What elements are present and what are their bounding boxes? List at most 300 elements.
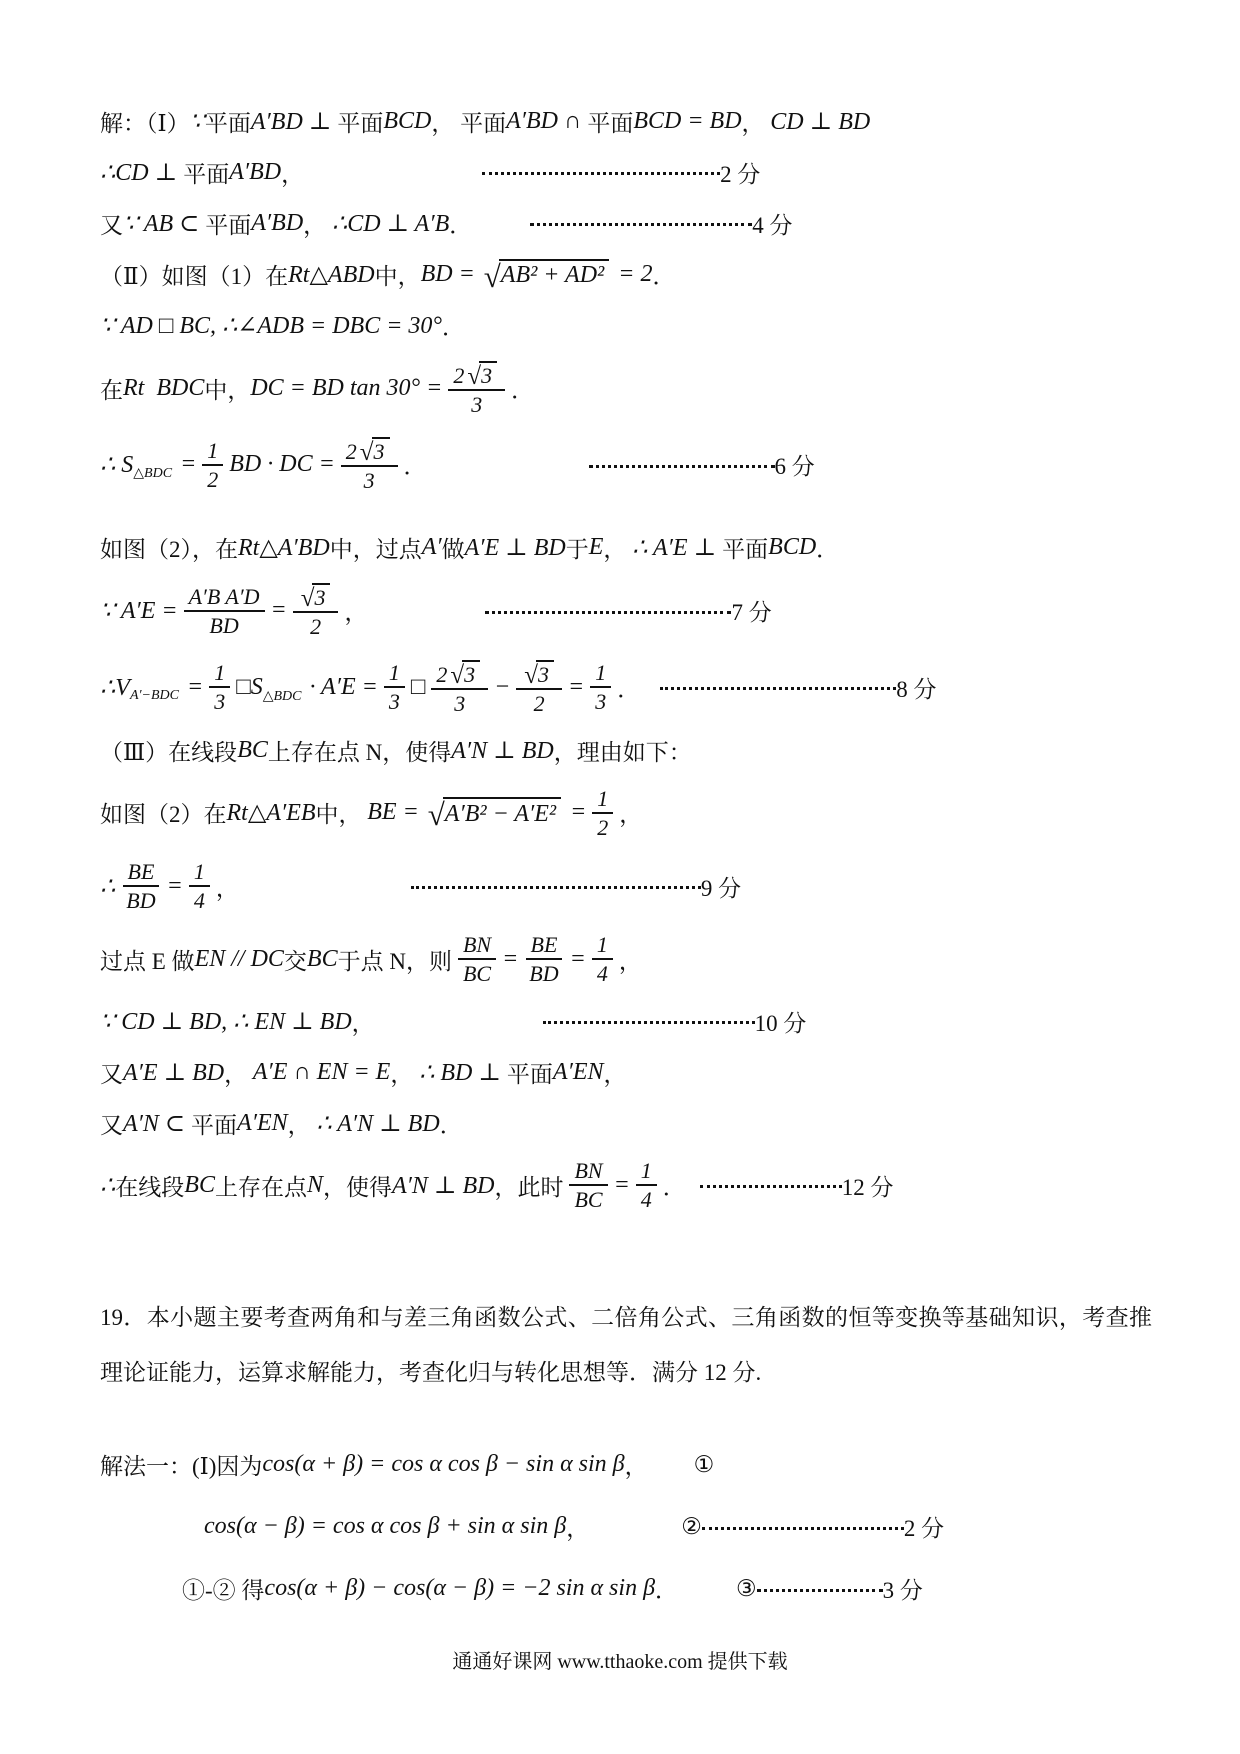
cjk-text: 解法一：(Ⅰ)因为 [100,1454,263,1479]
cjk-text: 中， [315,802,368,828]
math-text: EN // DC [194,945,284,972]
math-text: ∵ [189,108,205,135]
cjk-text: 在 [100,378,123,404]
numerator [526,931,563,960]
math-text: = 2 [612,260,653,287]
math-text: = [568,673,585,700]
math-text: 3 [481,363,493,388]
spacer [304,172,482,173]
math-text: BD [209,612,239,638]
square-root [450,660,480,689]
spacer [640,687,660,688]
radicand [462,660,480,686]
fraction [341,435,398,494]
math-text: BD [529,961,559,987]
fraction [524,931,563,987]
dotted-leader [411,883,701,889]
math-text: A′BD [229,158,282,185]
solution-line [100,734,1170,768]
solution-line [100,530,1170,564]
math-text: BC [237,737,268,764]
cjk-text: ， [619,802,643,828]
math-text: BC [462,961,492,987]
spacer [375,1021,543,1022]
math-text: BE = [367,799,425,826]
cjk-text: ． [652,263,676,289]
math-subscript: A′−BDC [129,688,179,704]
math-text: = [613,1171,630,1198]
denominator [529,690,550,717]
numerator [202,437,223,466]
math-text: = [564,799,587,826]
square-root [467,361,497,391]
math-text: = [166,872,183,899]
fraction [590,659,611,715]
math-text: 3 [314,585,326,611]
math-text: 1 [207,437,219,463]
cjk-text: ③ [736,1575,757,1601]
math-text: A′BD [251,209,304,236]
math-text: − [494,673,511,700]
fraction [592,785,613,841]
cjk-text: ． [442,314,466,340]
fraction [189,858,210,914]
math-text: CD ⊥ BD [770,108,871,135]
dotted-leader [530,220,752,226]
radical-sign: √ [427,797,443,833]
spacer [427,464,589,465]
cjk-text: ② [681,1513,702,1539]
cjk-text: ， [390,1061,420,1087]
math-text: ∵ A′E = [100,598,178,625]
cjk-text: 8 分 [896,676,937,702]
cjk-text: 又 [100,212,123,238]
cjk-text: 6 分 [774,454,815,480]
spacer [100,1526,204,1527]
dotted-leader [757,1586,883,1592]
cjk-text: ，使得 [322,1174,392,1200]
solution-line [100,155,1170,189]
cjk-text: 平面 [337,110,384,136]
cjk-text: 上存在点 [214,1174,307,1200]
math-text: ∵ CD ⊥ BD, ∴ EN ⊥ BD [100,1008,352,1035]
math-subscript: △BDC [262,688,302,704]
numerator [209,659,230,688]
math-text: cos(α + β) − cos(α − β) = −2 sin α sin β [264,1575,656,1601]
math-text: 2 [345,439,357,465]
radical-sign: √ [483,258,499,294]
radicand [312,583,330,609]
numerator [458,931,496,960]
math-text: 2 [597,814,609,840]
math-text: ∴CD ⊥ [100,159,184,186]
cjk-text: ① [693,1451,715,1477]
fraction [209,659,230,715]
math-text: 3 [454,690,466,716]
math-text: AB² + AD² [500,262,605,288]
solution-line [100,1572,1170,1606]
cjk-text: 如图（2）在 [100,802,227,828]
cjk-text: 3 分 [882,1578,923,1603]
cjk-text: 2 分 [720,161,761,187]
cjk-text: ． [511,378,535,404]
math-text: BD [126,888,156,914]
solution-line [100,308,1170,342]
cjk-text: 平面 [183,161,230,187]
cjk-text: 平面 [587,110,634,136]
denominator [359,467,380,494]
numerator [123,858,160,887]
math-text: ∴ BD ⊥ [419,1059,507,1086]
cjk-text: ， [624,1454,648,1479]
numerator [448,359,505,391]
math-text: Rt BDC [123,375,205,402]
spacer [589,1526,681,1527]
cjk-text: 平面 [506,1061,553,1087]
cjk-text: ①-② 得 [182,1578,265,1603]
cjk-text: 做 [441,536,465,562]
radicand [372,437,390,463]
math-text: Rt△ABD [288,261,375,288]
math-subscript: △BDC [133,466,173,482]
math-text: 4 [596,961,608,987]
numerator [341,435,398,467]
spacer [686,1185,700,1186]
denominator [209,688,230,715]
cjk-text: ， [351,1010,375,1036]
cjk-text: ． [617,676,641,702]
fraction [636,1157,657,1213]
numerator [592,785,613,814]
cjk-text: 如图（2），在 [100,536,238,562]
math-text: A′E ⊥ BD [464,534,566,561]
math-text: = [502,945,519,972]
math-text: = [174,451,197,478]
radical-sign: √ [359,439,372,467]
math-text: A′BD ⊥ [250,108,338,135]
denominator [590,688,611,715]
math-text: cos(α − β) = cos α cos β + sin α sin β [204,1513,567,1539]
solution-line [100,257,1170,294]
solution-line [100,1055,1170,1089]
fraction [569,1157,607,1213]
numerator [189,858,210,887]
cjk-text: ． [449,212,473,238]
math-text: A′EN [552,1058,604,1085]
cjk-text: 平面 [191,1112,238,1138]
trig-solution-lines [100,1448,1170,1606]
dotted-leader [702,1524,904,1530]
math-text: ∴ A′N ⊥ BD [316,1110,440,1137]
math-text: A′B² − A′E² [444,800,557,827]
math-text: 2 [436,661,448,687]
denominator [458,960,496,987]
cjk-text: ， [215,875,239,901]
math-text: □S [236,673,263,700]
math-text: A′B A′D [188,583,260,609]
math-text: BE [530,932,558,958]
math-text: A′N ⊂ [123,1110,192,1137]
math-text: ∴ A′E ⊥ [632,534,723,561]
math-text: BC [306,945,338,972]
cjk-text: 在线段 [115,1174,185,1200]
fraction [202,437,223,493]
cjk-text: ． [403,454,427,480]
denominator [202,466,223,493]
cjk-text: ， [281,161,305,187]
cjk-text: 又 [100,1112,123,1138]
radical-sign: √ [300,585,313,613]
math-text: A′EN [237,1109,288,1136]
solution-line [100,359,1170,418]
numerator [516,658,562,690]
denominator [204,612,243,639]
denominator [384,688,405,715]
math-text: ∵ AB ⊂ [123,210,206,237]
cjk-text: 7 分 [731,600,772,626]
math-text: 1 [640,1158,652,1184]
dotted-leader [589,462,775,468]
numerator [184,583,265,612]
radical-sign: √ [450,661,463,689]
math-text: ∴CD ⊥ A′B [331,210,450,237]
solution-line [100,1510,1170,1544]
math-text: A′E ⊥ BD [123,1059,225,1086]
square-root [300,583,331,613]
numerator [592,931,613,960]
cjk-text: 12 分 [841,1174,894,1200]
cjk-text: ， [603,536,633,562]
math-text: BD = [420,260,481,287]
math-text: BCD = BD [633,107,742,134]
fraction [121,858,160,914]
math-text: DC = BD tan 30° = [250,375,443,402]
cjk-text: （Ⅱ）如图（1）在 [100,263,289,289]
math-text: □ [410,673,426,700]
solution-line [100,1448,1170,1482]
denominator [189,887,210,914]
radical-sign: √ [524,661,536,689]
numerator [384,659,405,688]
cjk-text: 中， [204,378,251,404]
math-text: BCD [383,107,432,134]
spacer [367,610,485,611]
math-text: ∴ [100,1172,116,1199]
fraction [293,581,339,640]
spacer [678,1588,736,1589]
cjk-text: 2 分 [903,1516,945,1541]
spacer [648,1464,694,1465]
math-text: 2 [533,690,545,716]
cjk-text: 平面 [205,212,252,238]
math-text: 1 [596,932,608,958]
cjk-text: ． [655,1578,679,1603]
dotted-leader [543,1018,755,1024]
cjk-text: ， [224,1061,253,1087]
math-text: Rt△A′BD [238,534,330,561]
cjk-text: 中， [374,263,421,289]
footer-watermark: 通通好课网 www.tthaoke.com 提供下载 [452,1651,788,1673]
math-text: 1 [214,660,226,686]
solution-line [100,858,1170,914]
math-text: E [588,533,604,560]
math-text: A′ [421,533,442,560]
math-text: BCD [768,533,817,560]
math-text: BE [127,858,155,884]
cjk-text: 9 分 [700,875,742,901]
solution-line [100,206,1170,240]
cjk-text: ，理由如下： [553,740,692,766]
math-text: 3 [388,689,400,715]
cjk-text: 平面 [204,110,251,136]
math-text: 2 [310,614,322,640]
math-text: = [270,597,287,624]
cjk-text: 过点 E 做 [100,948,195,974]
geometry-solution-lines [100,104,1170,1214]
math-text: ∴ [100,873,116,900]
math-text: ∴V [100,674,130,701]
math-text: BD · DC = [229,451,335,478]
math-text: A′N ⊥ BD [391,1172,495,1199]
cjk-text: ， [618,948,642,974]
math-text: Rt△A′EB [226,800,316,827]
fraction [184,583,265,639]
math-text: = [181,673,204,700]
fraction [431,658,488,717]
math-text: A′N ⊥ BD [451,738,554,765]
cjk-text: 10 分 [754,1010,807,1036]
numerator [293,581,339,613]
cjk-text: 4 分 [752,212,793,238]
cjk-text: ， [566,1516,590,1541]
denominator [121,887,160,914]
math-text: 3 [373,439,385,465]
cjk-text: 上存在点 N，使得 [267,740,452,766]
fraction [458,931,496,987]
numerator [569,1157,607,1186]
radicand [443,797,561,828]
dotted-leader [660,684,896,690]
math-text: 3 [538,661,549,687]
math-text: 2 [207,466,219,492]
solution-line [100,104,1170,138]
solution-line [100,658,1170,717]
cjk-text: 交 [283,948,307,974]
cjk-text: 解：（Ⅰ） [100,110,190,136]
cjk-text: 平面 [722,536,769,562]
math-text: 2 [453,363,465,388]
math-text: BN [574,1158,603,1184]
square-root [483,258,609,294]
solution-line [100,1157,1170,1213]
cjk-text: 又 [100,1061,123,1087]
radicand [536,660,554,686]
question-19-intro: 19．本小题主要考查两角和与差三角函数公式、二倍角公式、三角函数的恒等变换等基础知识，考查推理论证能力，运算求解能力，考查化归与转化思想等．满分 12 分. [100,1304,1152,1385]
denominator [305,613,326,640]
cjk-text: ， [287,1112,317,1138]
math-text: A′E ∩ EN = E [252,1058,391,1085]
cjk-text: ． [662,1174,686,1200]
solution-line [100,1004,1170,1038]
cjk-text: 中，过点 [329,536,422,562]
math-text: ∴ S [100,452,134,479]
math-text: 1 [193,858,205,884]
square-root [359,437,390,467]
cjk-text: ， [344,600,368,626]
fraction [592,931,613,987]
math-text: N [306,1171,323,1198]
dotted-leader [700,1182,842,1188]
radical-sign: √ [467,363,480,391]
math-text: BC [184,1171,215,1198]
radicand [479,361,497,387]
math-text: BC [574,1187,603,1213]
denominator [592,960,613,987]
denominator [449,690,470,717]
fraction [448,359,505,418]
square-root [524,660,554,689]
spacer [472,223,530,224]
math-text: 3 [214,689,226,715]
solution-line [100,581,1170,640]
cjk-text: ， 平面 [431,110,507,136]
solution-line [100,931,1170,987]
math-text: 3 [595,689,607,715]
numerator [636,1157,657,1186]
math-text: · A′E = [303,673,378,700]
fraction [516,658,562,717]
cjk-text: 于点 N，则 [337,948,452,974]
math-text: = [569,945,586,972]
cjk-text: ，此时 [494,1174,564,1200]
spacer [100,1588,182,1589]
denominator [466,391,487,418]
math-text: 1 [597,785,609,811]
solution-line [100,435,1170,494]
math-text: BN [462,932,492,958]
cjk-text: ， [303,212,332,238]
solution-line [100,785,1170,841]
cjk-text: ． [439,1112,463,1138]
cjk-text: ． [816,536,840,562]
cjk-text: （Ⅲ）在线段 [100,740,238,766]
math-text: ∵ AD □ BC, ∴∠ADB = DBC = 30° [100,312,443,339]
denominator [524,960,563,987]
math-text: 1 [595,660,607,686]
math-text: 4 [640,1187,652,1213]
cjk-text: ， [741,110,771,136]
math-text: 3 [471,392,483,418]
math-text: 4 [193,888,205,914]
radicand [499,259,609,290]
spacer [239,886,411,887]
cjk-text: 于 [565,536,589,562]
denominator [636,1186,657,1213]
fraction [384,659,405,715]
math-text: cos(α + β) = cos α cos β − sin α sin β [262,1451,625,1477]
square-root [427,797,561,833]
cjk-text: ， [603,1061,627,1087]
denominator [569,1186,607,1213]
numerator [431,658,488,690]
math-text: 3 [363,468,375,494]
denominator [592,814,613,841]
dotted-leader [485,608,731,614]
dotted-leader [482,169,720,175]
solution-line [100,1106,1170,1140]
math-text: A′BD ∩ [506,107,588,134]
math-text: 1 [388,660,400,686]
